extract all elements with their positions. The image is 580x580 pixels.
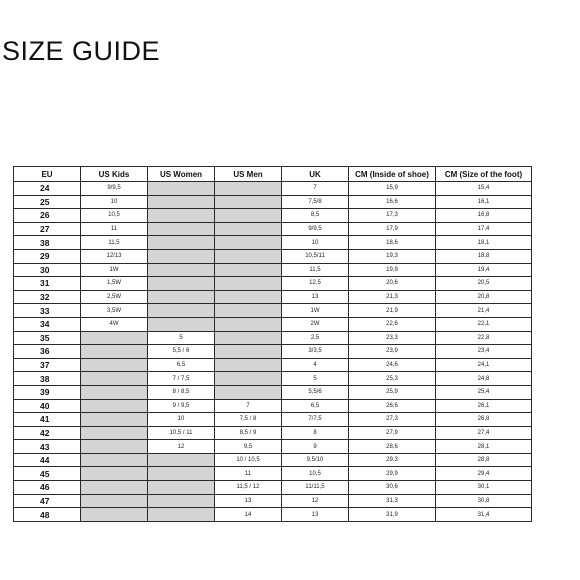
cell-us-women [148,467,215,481]
table-row [14,453,532,467]
cell-eu: 30 [14,263,81,277]
cell-cm-inside-shoe: 30,6 [349,481,436,495]
cell-us-women [148,263,215,277]
cell-us-kids: 2,5W [81,290,148,304]
cell-cm-inside-shoe: 27,9 [349,426,436,440]
cell-cm-inside-shoe: 25,9 [349,385,436,399]
cell-us-kids [81,372,148,386]
cell-eu: 48 [14,508,81,522]
cell-uk: 7,5/8 [282,195,349,209]
cell-cm-foot-size: 30,1 [436,481,532,495]
cell-cm-inside-shoe: 27,3 [349,413,436,427]
table-row [14,494,532,508]
cell-us-women [148,209,215,223]
cell-us-women [148,317,215,331]
table-row [14,358,532,372]
cell-eu: 47 [14,494,81,508]
cell-uk: 3/3,5 [282,345,349,359]
cell-uk: 2W [282,317,349,331]
cell-us-women [148,222,215,236]
cell-us-kids: 10,5 [81,209,148,223]
table-header-row [14,167,532,182]
cell-us-men: 10 / 10,5 [215,453,282,467]
cell-cm-inside-shoe: 17,3 [349,209,436,223]
cell-cm-inside-shoe: 26,6 [349,399,436,413]
table-row [14,236,532,250]
cell-uk: 13 [282,290,349,304]
cell-uk: 9,5/10 [282,453,349,467]
cell-uk: 13 [282,508,349,522]
cell-uk: 6,5 [282,399,349,413]
cell-us-men [215,345,282,359]
header-uk: UK [282,167,349,182]
size-guide-table [13,166,532,522]
cell-cm-inside-shoe: 19,3 [349,249,436,263]
cell-eu: 40 [14,399,81,413]
cell-us-women [148,277,215,291]
cell-eu: 24 [14,182,81,196]
cell-cm-foot-size: 24,1 [436,358,532,372]
cell-uk: 4 [282,358,349,372]
cell-us-men: 13 [215,494,282,508]
table-body [14,182,532,522]
table-row [14,304,532,318]
cell-us-kids: 10 [81,195,148,209]
cell-us-kids [81,413,148,427]
table-row [14,385,532,399]
cell-cm-foot-size: 28,1 [436,440,532,454]
cell-us-women: 8 / 8,5 [148,385,215,399]
cell-us-women: 5 [148,331,215,345]
cell-cm-foot-size: 20,8 [436,290,532,304]
table-row [14,249,532,263]
cell-us-women: 7 / 7,5 [148,372,215,386]
cell-us-kids: 11,5 [81,236,148,250]
cell-uk: 11,5 [282,263,349,277]
cell-us-kids [81,481,148,495]
table-row [14,426,532,440]
cell-cm-foot-size: 31,4 [436,508,532,522]
cell-us-kids [81,494,148,508]
cell-uk: 7/7,5 [282,413,349,427]
cell-eu: 37 [14,358,81,372]
cell-eu: 25 [14,195,81,209]
header-us-men: US Men [215,167,282,182]
table-row [14,481,532,495]
cell-uk: 2,5 [282,331,349,345]
cell-eu: 43 [14,440,81,454]
cell-us-kids: 1W [81,263,148,277]
cell-us-men [215,195,282,209]
table-row [14,182,532,196]
cell-uk: 12 [282,494,349,508]
cell-us-women: 10 [148,413,215,427]
cell-us-kids: 12/13 [81,249,148,263]
cell-cm-foot-size: 23,4 [436,345,532,359]
cell-eu: 29 [14,249,81,263]
cell-cm-inside-shoe: 19,9 [349,263,436,277]
table-row [14,508,532,522]
cell-us-women: 9 / 9,5 [148,399,215,413]
cell-eu: 26 [14,209,81,223]
cell-cm-foot-size: 21,4 [436,304,532,318]
cell-us-kids: 1,5W [81,277,148,291]
cell-us-women [148,236,215,250]
cell-us-women [148,290,215,304]
header-cm-foot-size: CM (Size of the foot) [436,167,532,182]
cell-us-kids [81,426,148,440]
cell-cm-inside-shoe: 23,3 [349,331,436,345]
cell-uk: 12,5 [282,277,349,291]
cell-us-men: 11,5 / 12 [215,481,282,495]
cell-cm-inside-shoe: 31,9 [349,508,436,522]
table-row [14,263,532,277]
table-row [14,467,532,481]
cell-eu: 38 [14,372,81,386]
cell-us-men [215,317,282,331]
cell-us-kids [81,453,148,467]
cell-us-women [148,453,215,467]
cell-uk: 10 [282,236,349,250]
cell-uk: 9/9,5 [282,222,349,236]
cell-eu: 34 [14,317,81,331]
cell-eu: 39 [14,385,81,399]
cell-us-kids: 4W [81,317,148,331]
cell-cm-inside-shoe: 23,9 [349,345,436,359]
table-row [14,277,532,291]
cell-cm-foot-size: 16,8 [436,209,532,223]
table-row [14,399,532,413]
cell-us-men [215,385,282,399]
header-us-women: US Women [148,167,215,182]
cell-us-men [215,331,282,345]
cell-eu: 32 [14,290,81,304]
cell-cm-foot-size: 26,1 [436,399,532,413]
cell-cm-foot-size: 30,8 [436,494,532,508]
header-cm-inside-shoe: CM (Inside of shoe) [349,167,436,182]
cell-eu: 33 [14,304,81,318]
cell-eu: 38 [14,236,81,250]
cell-cm-foot-size: 18,1 [436,236,532,250]
table-row [14,331,532,345]
cell-cm-inside-shoe: 22,6 [349,317,436,331]
cell-us-women: 10,5 / 11 [148,426,215,440]
cell-us-men [215,209,282,223]
cell-us-men [215,222,282,236]
cell-eu: 31 [14,277,81,291]
cell-cm-foot-size: 16,1 [436,195,532,209]
cell-us-kids [81,331,148,345]
table-row [14,413,532,427]
cell-us-men [215,236,282,250]
cell-us-men: 11 [215,467,282,481]
cell-eu: 36 [14,345,81,359]
cell-eu: 27 [14,222,81,236]
cell-uk: 5 [282,372,349,386]
cell-cm-inside-shoe: 29,9 [349,467,436,481]
table-row [14,290,532,304]
cell-cm-foot-size: 22,1 [436,317,532,331]
cell-us-women [148,481,215,495]
cell-uk: 7 [282,182,349,196]
cell-us-men [215,263,282,277]
cell-cm-inside-shoe: 21,9 [349,304,436,318]
cell-uk: 11/11,5 [282,481,349,495]
cell-us-men [215,358,282,372]
cell-us-women: 12 [148,440,215,454]
cell-uk: 9 [282,440,349,454]
cell-cm-foot-size: 25,4 [436,385,532,399]
table-row [14,195,532,209]
cell-eu: 35 [14,331,81,345]
cell-us-kids [81,399,148,413]
cell-us-men: 9,5 [215,440,282,454]
cell-cm-foot-size: 20,5 [436,277,532,291]
cell-uk: 8,5 [282,209,349,223]
cell-cm-inside-shoe: 15,9 [349,182,436,196]
cell-us-men [215,182,282,196]
cell-eu: 45 [14,467,81,481]
cell-us-kids [81,385,148,399]
cell-cm-foot-size: 17,4 [436,222,532,236]
table-row [14,317,532,331]
cell-cm-inside-shoe: 21,3 [349,290,436,304]
table-row [14,345,532,359]
cell-us-men [215,290,282,304]
cell-cm-foot-size: 18,8 [436,249,532,263]
table-row [14,372,532,386]
cell-us-men: 7 [215,399,282,413]
cell-us-kids [81,358,148,372]
cell-eu: 44 [14,453,81,467]
cell-cm-foot-size: 28,8 [436,453,532,467]
cell-us-men: 8,5 / 9 [215,426,282,440]
cell-us-kids: 9/9,5 [81,182,148,196]
cell-cm-inside-shoe: 24,6 [349,358,436,372]
cell-eu: 41 [14,413,81,427]
cell-us-kids: 3,5W [81,304,148,318]
cell-cm-inside-shoe: 25,3 [349,372,436,386]
cell-cm-inside-shoe: 17,9 [349,222,436,236]
cell-us-men [215,372,282,386]
cell-cm-inside-shoe: 18,6 [349,236,436,250]
cell-cm-foot-size: 22,8 [436,331,532,345]
cell-uk: 10,5 [282,467,349,481]
header-us-kids: US Kids [81,167,148,182]
cell-cm-inside-shoe: 29,3 [349,453,436,467]
cell-us-women [148,304,215,318]
cell-uk: 1W [282,304,349,318]
table-row [14,209,532,223]
cell-uk: 5,5/6 [282,385,349,399]
cell-us-kids [81,440,148,454]
table-row [14,222,532,236]
cell-eu: 42 [14,426,81,440]
cell-cm-inside-shoe: 16,6 [349,195,436,209]
cell-cm-inside-shoe: 20,6 [349,277,436,291]
cell-cm-foot-size: 24,8 [436,372,532,386]
cell-cm-foot-size: 27,4 [436,426,532,440]
cell-eu: 46 [14,481,81,495]
page-title: SIZE GUIDE [2,36,161,66]
cell-cm-foot-size: 26,8 [436,413,532,427]
cell-cm-foot-size: 29,4 [436,467,532,481]
cell-cm-foot-size: 15,4 [436,182,532,196]
cell-cm-inside-shoe: 28,6 [349,440,436,454]
cell-us-men [215,277,282,291]
cell-us-women [148,494,215,508]
cell-cm-foot-size: 19,4 [436,263,532,277]
cell-us-women [148,508,215,522]
cell-us-women [148,249,215,263]
cell-us-men [215,249,282,263]
cell-us-men [215,304,282,318]
cell-us-kids: 11 [81,222,148,236]
cell-us-women [148,182,215,196]
cell-us-women: 5,5 / 6 [148,345,215,359]
cell-uk: 10,5/11 [282,249,349,263]
cell-us-kids [81,467,148,481]
cell-us-men: 14 [215,508,282,522]
cell-us-women [148,195,215,209]
cell-uk: 8 [282,426,349,440]
cell-cm-inside-shoe: 31,3 [349,494,436,508]
cell-us-women: 6,5 [148,358,215,372]
cell-us-men: 7,5 / 8 [215,413,282,427]
header-eu: EU [14,167,81,182]
cell-us-kids [81,508,148,522]
table-row [14,440,532,454]
cell-us-kids [81,345,148,359]
